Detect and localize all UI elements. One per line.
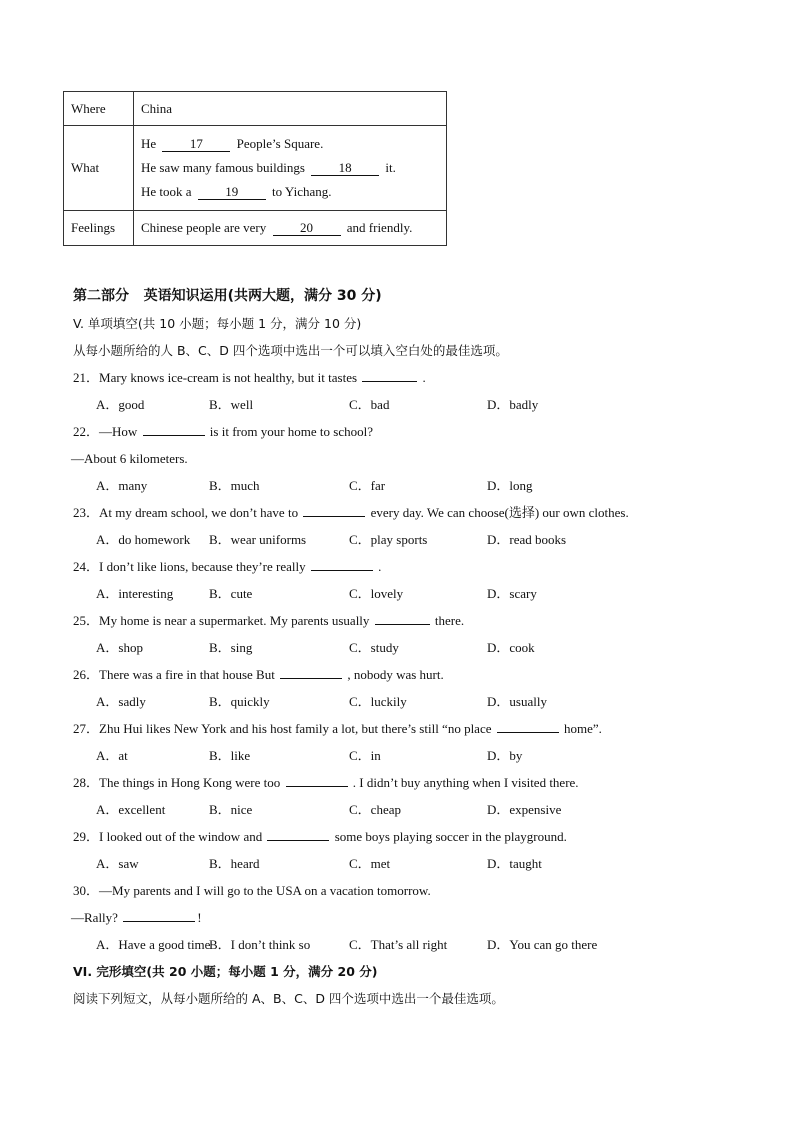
line-text: People’s Square. (236, 136, 324, 151)
option-row (73, 688, 713, 715)
question-item (73, 553, 713, 607)
table-line (141, 132, 439, 156)
section-heading: 第二部分 英语知识运用(共两大题，满分 30 分) (73, 288, 382, 304)
table-line (141, 156, 439, 180)
answer-option[interactable]: C．far (349, 478, 386, 493)
question-number: 21． (73, 370, 100, 385)
answer-blank[interactable]: 19 (198, 185, 266, 200)
question-stem (73, 553, 713, 580)
answer-blank[interactable]: 20 (273, 221, 341, 236)
row-content (134, 92, 447, 126)
answer-option[interactable]: A．do homework (96, 532, 191, 547)
question-item (73, 607, 713, 661)
row-label: Where (64, 92, 134, 126)
question-text: The things in Hong Kong were too (99, 775, 281, 790)
question-item (73, 364, 713, 418)
answer-blank[interactable] (267, 824, 329, 841)
answer-option[interactable]: B．much (209, 478, 260, 493)
answer-option[interactable]: B．well (209, 397, 254, 412)
question-item (73, 418, 713, 499)
option-row (73, 634, 713, 661)
answer-option[interactable]: B．nice (209, 802, 253, 817)
question-text: ! (197, 910, 202, 925)
question-text: —My parents and I will go to the USA on a vacation tomorrow. (99, 883, 431, 898)
option-row (73, 472, 713, 499)
row-content (134, 126, 447, 211)
line-text: and friendly. (346, 220, 413, 235)
question-text: every day. We can choose(选择) our own clothes. (370, 505, 629, 520)
answer-blank[interactable] (286, 770, 348, 787)
answer-option[interactable]: A．many (96, 478, 148, 493)
question-item (73, 769, 713, 823)
answer-blank[interactable]: 18 (311, 161, 379, 176)
option-row (73, 931, 713, 958)
line-text: He (141, 136, 157, 151)
answer-option[interactable]: D．read books (487, 532, 567, 547)
answer-option[interactable]: C．luckily (349, 694, 407, 709)
question-text: My home is near a supermarket. My parents usually (99, 613, 370, 628)
question-number: 22． (73, 424, 100, 439)
question-stem (73, 877, 713, 904)
answer-option[interactable]: A．saw (96, 856, 139, 871)
question-number: 29． (73, 829, 100, 844)
question-answer-line (71, 904, 713, 931)
info-table (63, 91, 447, 246)
question-item (73, 661, 713, 715)
line-text: He saw many famous buildings (141, 160, 305, 175)
question-number: 27． (73, 721, 100, 736)
question-stem (73, 823, 713, 850)
answer-blank[interactable] (362, 365, 417, 382)
answer-blank[interactable] (497, 716, 559, 733)
answer-option[interactable]: C．study (349, 640, 399, 655)
table-row (64, 211, 447, 246)
answer-option[interactable]: C．in (349, 748, 381, 763)
answer-option[interactable]: A．Have a good time (96, 937, 211, 952)
answer-option[interactable]: B．sing (209, 640, 253, 655)
answer-option[interactable]: C．met (349, 856, 391, 871)
option-row (73, 526, 713, 553)
answer-option[interactable]: C．lovely (349, 586, 404, 601)
table-line (141, 180, 439, 204)
answer-option[interactable]: C．play sports (349, 532, 428, 547)
question-stem (73, 607, 713, 634)
table-row (64, 126, 447, 211)
question-number: 28． (73, 775, 100, 790)
question-number: 30． (73, 883, 100, 898)
answer-blank[interactable] (143, 419, 205, 436)
answer-option[interactable]: D．scary (487, 586, 537, 601)
question-number: 23． (73, 505, 100, 520)
question-stem (73, 661, 713, 688)
question-text: Mary knows ice-cream is not healthy, but it tastes (99, 370, 358, 385)
question-text: I looked out of the window and (99, 829, 263, 844)
row-label: Feelings (64, 211, 134, 246)
question-text: Zhu Hui likes New York and his host family a lot, but there’s still “no place (99, 721, 492, 736)
answer-option[interactable]: A．sadly (96, 694, 146, 709)
question-number: 25． (73, 613, 100, 628)
answer-option[interactable]: D．You can go there (487, 937, 598, 952)
answer-blank[interactable] (311, 554, 373, 571)
question-stem (73, 715, 713, 742)
question-text: , nobody was hurt. (347, 667, 444, 682)
line-text: to Yichang. (272, 184, 332, 199)
question-number: 24． (73, 559, 100, 574)
line-text: it. (385, 160, 396, 175)
answer-option[interactable]: C．bad (349, 397, 390, 412)
answer-blank[interactable] (123, 905, 195, 922)
row-label: What (64, 126, 134, 211)
table-line (141, 216, 439, 240)
answer-option[interactable]: B．quickly (209, 694, 270, 709)
option-row (73, 850, 713, 877)
answer-option[interactable]: D．badly (487, 397, 539, 412)
answer-option[interactable]: C．That’s all right (349, 937, 448, 952)
answer-option[interactable]: D．expensive (487, 802, 562, 817)
table-row (64, 92, 447, 126)
answer-option[interactable]: A．at (96, 748, 128, 763)
question-stem (73, 499, 713, 526)
main-content (73, 283, 713, 1012)
answer-option[interactable]: C．cheap (349, 802, 401, 817)
answer-option[interactable]: A．shop (96, 640, 143, 655)
question-text: —How (99, 424, 138, 439)
question-list (73, 364, 713, 958)
option-row (73, 796, 713, 823)
part-instructions: 从每小题所给的人 B、C、D 四个选项中选出一个可以填入空白处的最佳选项。 (73, 343, 508, 358)
part-title: VI. 完形填空(共 20 小题；每小题 1 分，满分 20 分) (73, 964, 378, 979)
answer-option[interactable]: D．usually (487, 694, 547, 709)
option-row (73, 391, 713, 418)
answer-blank[interactable] (303, 500, 365, 517)
question-item (73, 877, 713, 958)
answer-blank[interactable] (375, 608, 430, 625)
question-text: . I didn’t buy anything when I visited there. (352, 775, 579, 790)
answer-option[interactable]: B．cute (209, 586, 253, 601)
answer-option[interactable]: A．excellent (96, 802, 166, 817)
question-text: I don’t like lions, because they’re really (99, 559, 306, 574)
part-title: V. 单项填空(共 10 小题；每小题 1 分，满分 10 分) (73, 316, 362, 331)
line-text: Chinese people are very (141, 220, 267, 235)
question-stem (73, 364, 713, 391)
question-text: —Rally? (71, 910, 118, 925)
question-item (73, 499, 713, 553)
answer-option[interactable]: B．like (209, 748, 251, 763)
question-item (73, 823, 713, 877)
answer-option[interactable]: D．long (487, 478, 533, 493)
answer-option[interactable]: A．interesting (96, 586, 174, 601)
answer-option[interactable]: D．taught (487, 856, 542, 871)
answer-blank[interactable] (280, 662, 342, 679)
question-text: is it from your home to school? (209, 424, 373, 439)
option-row (73, 742, 713, 769)
question-text: some boys playing soccer in the playground. (334, 829, 567, 844)
question-answer-line: —About 6 kilometers. (71, 451, 188, 466)
part-instructions: 阅读下列短文，从每小题所给的 A、B、C、D 四个选项中选出一个最佳选项。 (73, 991, 504, 1006)
line-text: He took a (141, 184, 192, 199)
question-number: 26． (73, 667, 100, 682)
table-line: China (141, 100, 173, 116)
question-text: home”. (564, 721, 602, 736)
question-text: there. (434, 613, 465, 628)
answer-option[interactable]: B．heard (209, 856, 260, 871)
option-row (73, 580, 713, 607)
question-stem (73, 769, 713, 796)
question-text: There was a fire in that house But (99, 667, 275, 682)
question-text: . (378, 559, 382, 574)
answer-option[interactable]: B．wear uniforms (209, 532, 307, 547)
row-content (134, 211, 447, 246)
answer-option[interactable]: A．good (96, 397, 145, 412)
question-item (73, 715, 713, 769)
answer-option[interactable]: D．by (487, 748, 523, 763)
answer-option[interactable]: D．cook (487, 640, 535, 655)
answer-option[interactable]: B．I don’t think so (209, 937, 311, 952)
question-text: At my dream school, we don’t have to (99, 505, 299, 520)
question-text: . (422, 370, 426, 385)
question-stem (73, 418, 713, 445)
answer-blank[interactable]: 17 (162, 137, 230, 152)
